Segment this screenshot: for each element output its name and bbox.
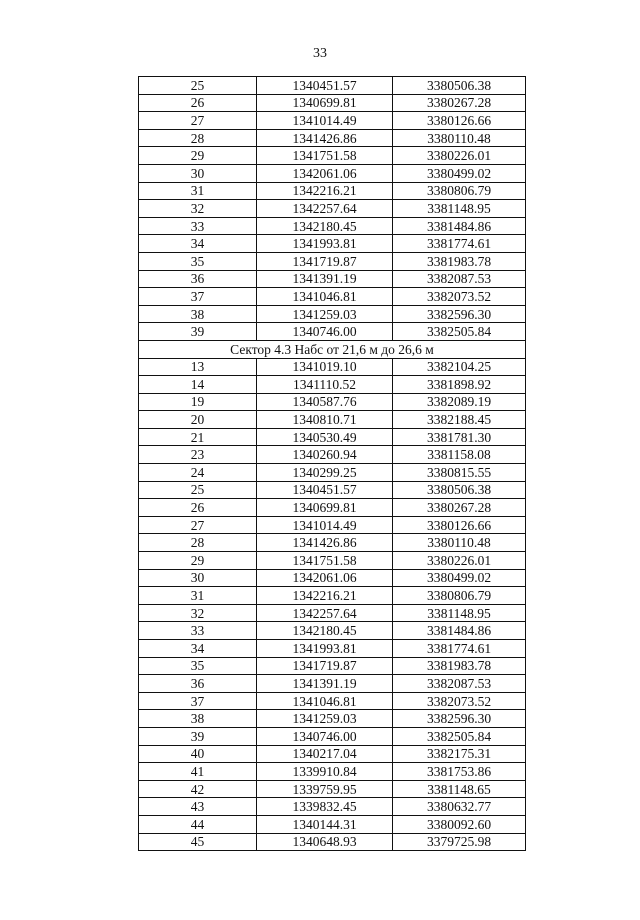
point-number-cell: 19 — [139, 393, 257, 411]
table-row — [139, 815, 526, 833]
y-coordinate-cell: 3382505.84 — [393, 727, 526, 745]
table-row — [139, 499, 526, 517]
y-coordinate-cell: 3382073.52 — [393, 288, 526, 306]
y-coordinate-cell: 3381484.86 — [393, 217, 526, 235]
point-number-cell: 36 — [139, 270, 257, 288]
table-row — [139, 393, 526, 411]
point-number-cell: 24 — [139, 464, 257, 482]
point-number-cell: 36 — [139, 675, 257, 693]
table-row — [139, 305, 526, 323]
point-number-cell: 39 — [139, 727, 257, 745]
table-row — [139, 569, 526, 587]
point-number-cell: 23 — [139, 446, 257, 464]
y-coordinate-cell: 3380110.48 — [393, 534, 526, 552]
page-number: 33 — [313, 46, 327, 61]
table-row — [139, 446, 526, 464]
point-number-cell: 28 — [139, 534, 257, 552]
y-coordinate-cell: 3381898.92 — [393, 376, 526, 394]
y-coordinate-cell: 3380499.02 — [393, 569, 526, 587]
x-coordinate-cell: 1340451.57 — [257, 77, 393, 95]
x-coordinate-cell: 1341426.86 — [257, 129, 393, 147]
coordinates-table — [138, 76, 526, 851]
x-coordinate-cell: 1341046.81 — [257, 692, 393, 710]
x-coordinate-cell: 1341259.03 — [257, 305, 393, 323]
table-row — [139, 552, 526, 570]
table-row — [139, 780, 526, 798]
x-coordinate-cell: 1341719.87 — [257, 252, 393, 270]
point-number-cell: 30 — [139, 569, 257, 587]
y-coordinate-cell: 3382087.53 — [393, 270, 526, 288]
x-coordinate-cell: 1341751.58 — [257, 552, 393, 570]
x-coordinate-cell: 1341426.86 — [257, 534, 393, 552]
table-row — [139, 640, 526, 658]
point-number-cell: 14 — [139, 376, 257, 394]
table-row — [139, 376, 526, 394]
y-coordinate-cell: 3380806.79 — [393, 182, 526, 200]
x-coordinate-cell: 1342216.21 — [257, 587, 393, 605]
point-number-cell: 25 — [139, 77, 257, 95]
y-coordinate-cell: 3382188.45 — [393, 411, 526, 429]
point-number-cell: 26 — [139, 499, 257, 517]
table-row — [139, 77, 526, 95]
x-coordinate-cell: 1340451.57 — [257, 481, 393, 499]
point-number-cell: 40 — [139, 745, 257, 763]
x-coordinate-cell: 1341259.03 — [257, 710, 393, 728]
x-coordinate-cell: 1340144.31 — [257, 815, 393, 833]
point-number-cell: 37 — [139, 692, 257, 710]
y-coordinate-cell: 3382505.84 — [393, 323, 526, 341]
y-coordinate-cell: 3382104.25 — [393, 358, 526, 376]
x-coordinate-cell: 1340217.04 — [257, 745, 393, 763]
y-coordinate-cell: 3381983.78 — [393, 252, 526, 270]
x-coordinate-cell: 1342061.06 — [257, 164, 393, 182]
coordinates-table-body — [139, 77, 526, 851]
x-coordinate-cell: 1340530.49 — [257, 428, 393, 446]
y-coordinate-cell: 3382596.30 — [393, 305, 526, 323]
table-row — [139, 164, 526, 182]
point-number-cell: 33 — [139, 217, 257, 235]
point-number-cell: 34 — [139, 235, 257, 253]
x-coordinate-cell: 1340648.93 — [257, 833, 393, 851]
point-number-cell: 33 — [139, 622, 257, 640]
y-coordinate-cell: 3380815.55 — [393, 464, 526, 482]
point-number-cell: 21 — [139, 428, 257, 446]
x-coordinate-cell: 1341391.19 — [257, 675, 393, 693]
y-coordinate-cell: 3381753.86 — [393, 763, 526, 781]
table-row — [139, 288, 526, 306]
y-coordinate-cell: 3379725.98 — [393, 833, 526, 851]
y-coordinate-cell: 3381484.86 — [393, 622, 526, 640]
table-row — [139, 727, 526, 745]
section-header-row — [139, 340, 526, 358]
table-row — [139, 411, 526, 429]
y-coordinate-cell: 3381781.30 — [393, 428, 526, 446]
point-number-cell: 13 — [139, 358, 257, 376]
y-coordinate-cell: 3381774.61 — [393, 235, 526, 253]
point-number-cell: 27 — [139, 112, 257, 130]
point-number-cell: 38 — [139, 305, 257, 323]
y-coordinate-cell: 3380267.28 — [393, 94, 526, 112]
table-row — [139, 675, 526, 693]
point-number-cell: 32 — [139, 200, 257, 218]
point-number-cell: 37 — [139, 288, 257, 306]
x-coordinate-cell: 1342257.64 — [257, 200, 393, 218]
table-row — [139, 217, 526, 235]
y-coordinate-cell: 3382073.52 — [393, 692, 526, 710]
x-coordinate-cell: 1341014.49 — [257, 112, 393, 130]
y-coordinate-cell: 3380226.01 — [393, 147, 526, 165]
y-coordinate-cell: 3382087.53 — [393, 675, 526, 693]
x-coordinate-cell: 1340699.81 — [257, 499, 393, 517]
table-row — [139, 428, 526, 446]
point-number-cell: 38 — [139, 710, 257, 728]
x-coordinate-cell: 1340260.94 — [257, 446, 393, 464]
x-coordinate-cell: 1340746.00 — [257, 727, 393, 745]
point-number-cell: 45 — [139, 833, 257, 851]
x-coordinate-cell: 1341391.19 — [257, 270, 393, 288]
x-coordinate-cell: 1339910.84 — [257, 763, 393, 781]
table-row — [139, 481, 526, 499]
x-coordinate-cell: 1341993.81 — [257, 235, 393, 253]
x-coordinate-cell: 1341110.52 — [257, 376, 393, 394]
table-row — [139, 692, 526, 710]
table-row — [139, 252, 526, 270]
y-coordinate-cell: 3380092.60 — [393, 815, 526, 833]
y-coordinate-cell: 3381983.78 — [393, 657, 526, 675]
y-coordinate-cell: 3380110.48 — [393, 129, 526, 147]
x-coordinate-cell: 1342180.45 — [257, 622, 393, 640]
x-coordinate-cell: 1342061.06 — [257, 569, 393, 587]
x-coordinate-cell: 1339759.95 — [257, 780, 393, 798]
x-coordinate-cell: 1342180.45 — [257, 217, 393, 235]
y-coordinate-cell: 3380126.66 — [393, 516, 526, 534]
point-number-cell: 32 — [139, 604, 257, 622]
point-number-cell: 28 — [139, 129, 257, 147]
y-coordinate-cell: 3380506.38 — [393, 481, 526, 499]
table-row — [139, 710, 526, 728]
y-coordinate-cell: 3380806.79 — [393, 587, 526, 605]
point-number-cell: 29 — [139, 147, 257, 165]
y-coordinate-cell: 3382596.30 — [393, 710, 526, 728]
x-coordinate-cell: 1341719.87 — [257, 657, 393, 675]
table-row — [139, 604, 526, 622]
table-row — [139, 516, 526, 534]
point-number-cell: 34 — [139, 640, 257, 658]
x-coordinate-cell: 1339832.45 — [257, 798, 393, 816]
section-title: Сектор 4.3 Набс от 21,6 м до 26,6 м — [139, 340, 526, 358]
y-coordinate-cell: 3380126.66 — [393, 112, 526, 130]
table-row — [139, 833, 526, 851]
point-number-cell: 31 — [139, 182, 257, 200]
table-row — [139, 587, 526, 605]
table-row — [139, 129, 526, 147]
point-number-cell: 29 — [139, 552, 257, 570]
point-number-cell: 44 — [139, 815, 257, 833]
table-row — [139, 112, 526, 130]
point-number-cell: 20 — [139, 411, 257, 429]
x-coordinate-cell: 1342216.21 — [257, 182, 393, 200]
point-number-cell: 27 — [139, 516, 257, 534]
y-coordinate-cell: 3380506.38 — [393, 77, 526, 95]
point-number-cell: 39 — [139, 323, 257, 341]
y-coordinate-cell: 3381148.65 — [393, 780, 526, 798]
x-coordinate-cell: 1340746.00 — [257, 323, 393, 341]
table-row — [139, 270, 526, 288]
table-row — [139, 798, 526, 816]
x-coordinate-cell: 1341993.81 — [257, 640, 393, 658]
table-row — [139, 94, 526, 112]
table-row — [139, 464, 526, 482]
point-number-cell: 41 — [139, 763, 257, 781]
table-row — [139, 622, 526, 640]
y-coordinate-cell: 3381148.95 — [393, 200, 526, 218]
x-coordinate-cell: 1340810.71 — [257, 411, 393, 429]
point-number-cell: 25 — [139, 481, 257, 499]
x-coordinate-cell: 1342257.64 — [257, 604, 393, 622]
table-row — [139, 534, 526, 552]
point-number-cell: 35 — [139, 252, 257, 270]
x-coordinate-cell: 1341751.58 — [257, 147, 393, 165]
y-coordinate-cell: 3380499.02 — [393, 164, 526, 182]
y-coordinate-cell: 3382175.31 — [393, 745, 526, 763]
table-row — [139, 182, 526, 200]
table-row — [139, 358, 526, 376]
point-number-cell: 35 — [139, 657, 257, 675]
y-coordinate-cell: 3380226.01 — [393, 552, 526, 570]
y-coordinate-cell: 3381148.95 — [393, 604, 526, 622]
y-coordinate-cell: 3381158.08 — [393, 446, 526, 464]
point-number-cell: 31 — [139, 587, 257, 605]
point-number-cell: 42 — [139, 780, 257, 798]
point-number-cell: 43 — [139, 798, 257, 816]
point-number-cell: 26 — [139, 94, 257, 112]
table-row — [139, 657, 526, 675]
y-coordinate-cell: 3380267.28 — [393, 499, 526, 517]
point-number-cell: 30 — [139, 164, 257, 182]
x-coordinate-cell: 1340587.76 — [257, 393, 393, 411]
table-row — [139, 200, 526, 218]
table-row — [139, 235, 526, 253]
y-coordinate-cell: 3380632.77 — [393, 798, 526, 816]
y-coordinate-cell: 3382089.19 — [393, 393, 526, 411]
table-row — [139, 147, 526, 165]
x-coordinate-cell: 1341019.10 — [257, 358, 393, 376]
table-row — [139, 323, 526, 341]
x-coordinate-cell: 1341046.81 — [257, 288, 393, 306]
x-coordinate-cell: 1340699.81 — [257, 94, 393, 112]
y-coordinate-cell: 3381774.61 — [393, 640, 526, 658]
table-row — [139, 745, 526, 763]
x-coordinate-cell: 1340299.25 — [257, 464, 393, 482]
x-coordinate-cell: 1341014.49 — [257, 516, 393, 534]
table-row — [139, 763, 526, 781]
